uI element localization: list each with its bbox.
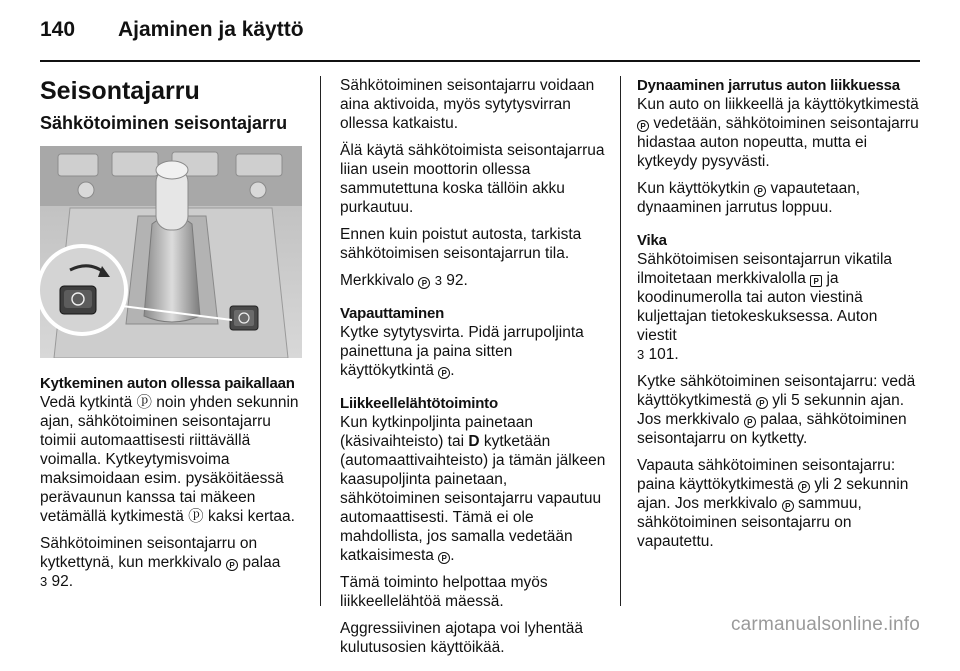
- watermark: carmanualsonline.info: [730, 614, 920, 635]
- paragraph: Sähkötoimisen seisontajarrun vikatila ilmoitetaan merkkivalolla P ja koodinumerolla tai auton viestinä kuljettajan tietokeskuksessa. Auton viestit 3 101.: [637, 251, 893, 363]
- parking-brake-icon: P: [798, 481, 810, 493]
- parking-brake-icon: P: [438, 552, 450, 564]
- heading-dynamic-braking: Dynaaminen jarrutus auton liikkuessa: [637, 77, 900, 94]
- paragraph: Vedä kytkintä ⓟ noin yhden sekunnin ajan, sähkötoiminen seisontajarru toimii automaattisesti riittävällä voimalla. Kytkeytymisvoima maksimoidaan esim. pysäköitäessä perävaunun kanssa tai mäkeen vetämällä kytkimestä ⓟ kaksi kertaa.: [40, 394, 299, 525]
- paragraph: Kytke sytytysvirta. Pidä jarrupoljinta painettuna ja paina sitten käyttökytkintä P .: [340, 324, 584, 379]
- subsection-title: Sähkötoiminen seisontajarru: [40, 113, 288, 133]
- paragraph: Sähkötoiminen seisontajarru on kytkettynä, kun merkkivalo P palaa 3 92.: [40, 535, 281, 590]
- paragraph: Aggressiivinen ajotapa voi lyhentää kulutusosien käyttöikää.: [340, 620, 583, 656]
- parking-brake-icon: P: [754, 185, 766, 197]
- fault-warning-icon: P: [810, 275, 822, 287]
- paragraph: Kun kytkinpoljinta painetaan (käsivaihteisto) tai D kytketään (automaattivaihteisto) ja tämän jälkeen kaasupoljinta painetaan, sähkötoiminen seisontajarru vapautuu automaattisesti. Tämä ei ole mahdollista, jos samalla vedetään katkaisimesta P .: [340, 414, 606, 564]
- parking-brake-icon: P: [226, 559, 238, 571]
- paragraph: Vapauta sähkötoiminen seisontajarru: paina käyttökytkimestä P yli 2 sekunnin ajan. Jos merkkivalo P sammuu, sähkötoiminen seisontajarru on vapautettu.: [637, 457, 909, 550]
- running-title: Ajaminen ja käyttö: [118, 18, 304, 41]
- reference-arrow-icon: 3: [40, 574, 48, 589]
- section-title: Seisontajarru: [40, 77, 200, 105]
- parking-brake-icon: P: [637, 120, 649, 132]
- paragraph: Ennen kuin poistut autosta, tarkista sähkötoimisen seisontajarrun tila.: [340, 226, 582, 262]
- paragraph: Sähkötoiminen seisontajarru voidaan aina aktivoida, myös sytytysvirran ollessa katkaistu.: [340, 77, 595, 132]
- heading-fault: Vika: [637, 232, 667, 249]
- gear-d-label: D: [468, 433, 480, 450]
- column-2: [340, 76, 606, 671]
- page-number: 140: [40, 18, 76, 41]
- parking-brake-figure: [40, 146, 302, 358]
- heading-engage-stationary: Kytkeminen auton ollessa paikallaan: [40, 375, 295, 392]
- parking-brake-icon: P: [744, 416, 756, 428]
- paragraph: Tämä toiminto helpottaa myös liikkeellelähtöä mäessä.: [340, 574, 548, 610]
- paragraph: Kytke sähkötoiminen seisontajarru: vedä käyttökytkimestä P yli 5 sekunnin ajan. Jos merkkivalo P palaa, sähkötoiminen seisontajarru on kytketty.: [637, 373, 916, 447]
- page-header: [40, 18, 304, 48]
- heading-release: Vapauttaminen: [340, 305, 445, 322]
- paragraph: Kun auto on liikkeellä ja käyttökytkimestä P vedetään, sähkötoiminen seisontajarru hidastaa auton nopeutta, mutta ei kytkeydy pysyvästi.: [637, 96, 919, 170]
- heading-drive-away: Liikkeellelähtötoiminto: [340, 395, 498, 412]
- parking-brake-icon: P: [438, 367, 450, 379]
- paragraph: Merkkivalo P 3 92.: [340, 272, 468, 289]
- parking-brake-icon: P: [782, 500, 794, 512]
- console-illustration: [40, 146, 302, 358]
- header-rule: [40, 60, 920, 62]
- column-3: [637, 76, 919, 565]
- column-1: [40, 70, 306, 605]
- parking-brake-icon: P: [418, 277, 430, 289]
- column-divider: [620, 76, 621, 606]
- reference-arrow-icon: 3: [637, 347, 645, 362]
- parking-brake-icon: P: [756, 397, 768, 409]
- column-divider: [320, 76, 321, 606]
- paragraph: Älä käytä sähkötoimista seisontajarrua liian usein moottorin ollessa sammutettuna koska tällöin akku purkautuu.: [340, 142, 605, 216]
- paragraph: Kun käyttökytkin P vapautetaan, dynaaminen jarrutus loppuu.: [637, 180, 861, 216]
- reference-arrow-icon: 3: [434, 273, 442, 288]
